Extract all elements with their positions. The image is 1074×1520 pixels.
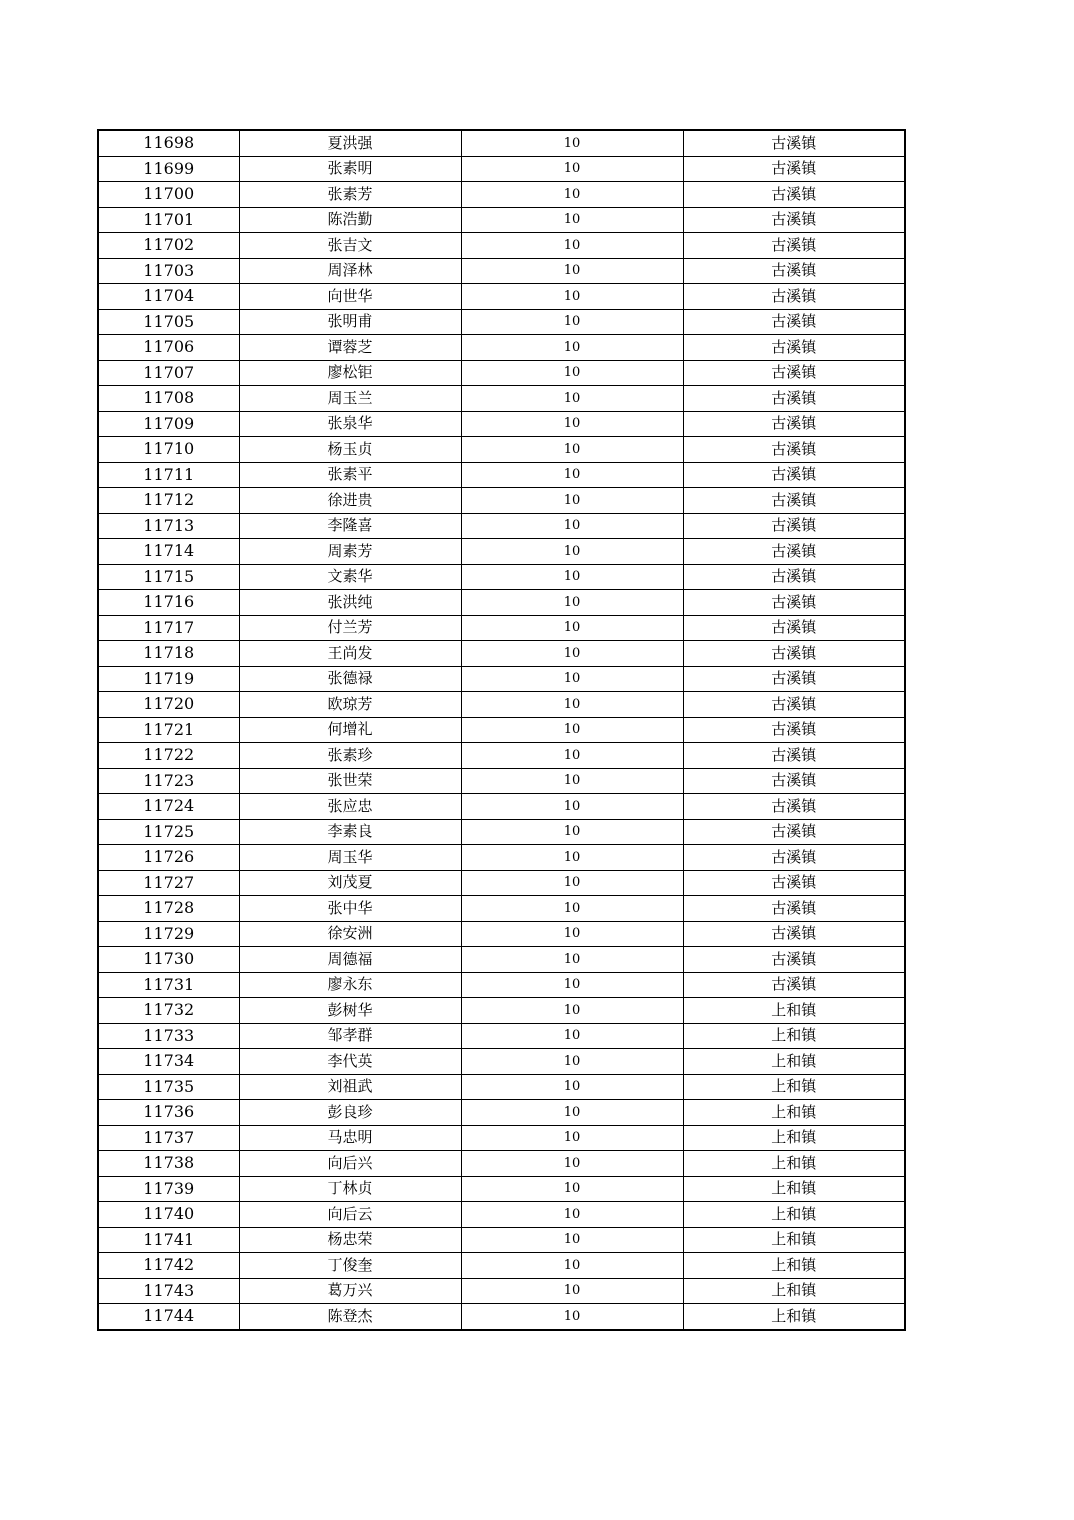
table-row xyxy=(98,947,905,973)
roster-table-body xyxy=(98,130,905,1330)
row-number-cell: 11727 xyxy=(98,870,239,896)
name-cell: 周德福 xyxy=(239,947,461,973)
amount-cell: 10 xyxy=(461,1100,683,1126)
amount-cell: 10 xyxy=(461,488,683,514)
table-row xyxy=(98,360,905,386)
name-cell: 丁林贞 xyxy=(239,1176,461,1202)
row-number-cell: 11744 xyxy=(98,1304,239,1330)
table-row xyxy=(98,437,905,463)
table-row xyxy=(98,233,905,259)
row-number-cell: 11715 xyxy=(98,564,239,590)
table-row xyxy=(98,1253,905,1279)
table-row xyxy=(98,309,905,335)
row-number-cell: 11702 xyxy=(98,233,239,259)
row-number-cell: 11708 xyxy=(98,386,239,412)
table-row xyxy=(98,284,905,310)
table-row xyxy=(98,666,905,692)
name-cell: 刘茂夏 xyxy=(239,870,461,896)
amount-cell: 10 xyxy=(461,1227,683,1253)
table-row xyxy=(98,130,905,156)
town-cell: 古溪镇 xyxy=(683,360,905,386)
row-number-cell: 11716 xyxy=(98,590,239,616)
table-row xyxy=(98,258,905,284)
town-cell: 古溪镇 xyxy=(683,284,905,310)
name-cell: 张素平 xyxy=(239,462,461,488)
amount-cell: 10 xyxy=(461,998,683,1024)
name-cell: 陈登杰 xyxy=(239,1304,461,1330)
row-number-cell: 11736 xyxy=(98,1100,239,1126)
town-cell: 古溪镇 xyxy=(683,437,905,463)
amount-cell: 10 xyxy=(461,156,683,182)
name-cell: 张中华 xyxy=(239,896,461,922)
town-cell: 古溪镇 xyxy=(683,335,905,361)
town-cell: 上和镇 xyxy=(683,1074,905,1100)
name-cell: 周素芳 xyxy=(239,539,461,565)
name-cell: 廖松钜 xyxy=(239,360,461,386)
table-row xyxy=(98,1278,905,1304)
name-cell: 张素芳 xyxy=(239,182,461,208)
name-cell: 葛万兴 xyxy=(239,1278,461,1304)
town-cell: 古溪镇 xyxy=(683,539,905,565)
table-row xyxy=(98,896,905,922)
row-number-cell: 11722 xyxy=(98,743,239,769)
row-number-cell: 11713 xyxy=(98,513,239,539)
table-row xyxy=(98,335,905,361)
amount-cell: 10 xyxy=(461,641,683,667)
row-number-cell: 11719 xyxy=(98,666,239,692)
row-number-cell: 11710 xyxy=(98,437,239,463)
town-cell: 上和镇 xyxy=(683,1202,905,1228)
amount-cell: 10 xyxy=(461,819,683,845)
row-number-cell: 11740 xyxy=(98,1202,239,1228)
row-number-cell: 11707 xyxy=(98,360,239,386)
town-cell: 古溪镇 xyxy=(683,411,905,437)
row-number-cell: 11737 xyxy=(98,1125,239,1151)
amount-cell: 10 xyxy=(461,794,683,820)
town-cell: 古溪镇 xyxy=(683,870,905,896)
name-cell: 张泉华 xyxy=(239,411,461,437)
row-number-cell: 11741 xyxy=(98,1227,239,1253)
table-row xyxy=(98,386,905,412)
table-row xyxy=(98,1151,905,1177)
row-number-cell: 11699 xyxy=(98,156,239,182)
table-row xyxy=(98,972,905,998)
name-cell: 邹孝群 xyxy=(239,1023,461,1049)
name-cell: 欧琼芳 xyxy=(239,692,461,718)
name-cell: 陈浩勤 xyxy=(239,207,461,233)
row-number-cell: 11735 xyxy=(98,1074,239,1100)
name-cell: 徐安洲 xyxy=(239,921,461,947)
name-cell: 李素良 xyxy=(239,819,461,845)
table-row xyxy=(98,819,905,845)
row-number-cell: 11720 xyxy=(98,692,239,718)
amount-cell: 10 xyxy=(461,386,683,412)
name-cell: 向后云 xyxy=(239,1202,461,1228)
town-cell: 古溪镇 xyxy=(683,309,905,335)
row-number-cell: 11721 xyxy=(98,717,239,743)
town-cell: 古溪镇 xyxy=(683,386,905,412)
town-cell: 古溪镇 xyxy=(683,130,905,156)
row-number-cell: 11700 xyxy=(98,182,239,208)
town-cell: 古溪镇 xyxy=(683,794,905,820)
amount-cell: 10 xyxy=(461,1176,683,1202)
town-cell: 古溪镇 xyxy=(683,666,905,692)
town-cell: 上和镇 xyxy=(683,1304,905,1330)
name-cell: 张明甫 xyxy=(239,309,461,335)
name-cell: 向世华 xyxy=(239,284,461,310)
table-row xyxy=(98,1100,905,1126)
amount-cell: 10 xyxy=(461,462,683,488)
table-row xyxy=(98,641,905,667)
name-cell: 彭树华 xyxy=(239,998,461,1024)
table-row xyxy=(98,870,905,896)
amount-cell: 10 xyxy=(461,207,683,233)
amount-cell: 10 xyxy=(461,182,683,208)
town-cell: 上和镇 xyxy=(683,1049,905,1075)
town-cell: 古溪镇 xyxy=(683,743,905,769)
name-cell: 李隆喜 xyxy=(239,513,461,539)
amount-cell: 10 xyxy=(461,1125,683,1151)
row-number-cell: 11717 xyxy=(98,615,239,641)
town-cell: 古溪镇 xyxy=(683,233,905,259)
amount-cell: 10 xyxy=(461,921,683,947)
town-cell: 古溪镇 xyxy=(683,488,905,514)
name-cell: 张吉文 xyxy=(239,233,461,259)
name-cell: 徐进贵 xyxy=(239,488,461,514)
table-row xyxy=(98,564,905,590)
row-number-cell: 11705 xyxy=(98,309,239,335)
row-number-cell: 11742 xyxy=(98,1253,239,1279)
amount-cell: 10 xyxy=(461,1074,683,1100)
name-cell: 文素华 xyxy=(239,564,461,590)
name-cell: 周玉兰 xyxy=(239,386,461,412)
town-cell: 古溪镇 xyxy=(683,156,905,182)
row-number-cell: 11733 xyxy=(98,1023,239,1049)
table-row xyxy=(98,539,905,565)
amount-cell: 10 xyxy=(461,411,683,437)
amount-cell: 10 xyxy=(461,692,683,718)
row-number-cell: 11706 xyxy=(98,335,239,361)
row-number-cell: 11728 xyxy=(98,896,239,922)
amount-cell: 10 xyxy=(461,717,683,743)
table-row xyxy=(98,1023,905,1049)
amount-cell: 10 xyxy=(461,768,683,794)
row-number-cell: 11712 xyxy=(98,488,239,514)
table-row xyxy=(98,1074,905,1100)
town-cell: 古溪镇 xyxy=(683,462,905,488)
town-cell: 上和镇 xyxy=(683,1278,905,1304)
name-cell: 周泽林 xyxy=(239,258,461,284)
amount-cell: 10 xyxy=(461,896,683,922)
row-number-cell: 11714 xyxy=(98,539,239,565)
table-row xyxy=(98,743,905,769)
row-number-cell: 11709 xyxy=(98,411,239,437)
row-number-cell: 11701 xyxy=(98,207,239,233)
name-cell: 张应忠 xyxy=(239,794,461,820)
town-cell: 古溪镇 xyxy=(683,513,905,539)
town-cell: 古溪镇 xyxy=(683,845,905,871)
amount-cell: 10 xyxy=(461,1304,683,1330)
town-cell: 古溪镇 xyxy=(683,896,905,922)
row-number-cell: 11711 xyxy=(98,462,239,488)
town-cell: 上和镇 xyxy=(683,1176,905,1202)
town-cell: 古溪镇 xyxy=(683,615,905,641)
table-row xyxy=(98,768,905,794)
amount-cell: 10 xyxy=(461,743,683,769)
town-cell: 古溪镇 xyxy=(683,564,905,590)
name-cell: 张洪纯 xyxy=(239,590,461,616)
table-row xyxy=(98,1227,905,1253)
row-number-cell: 11725 xyxy=(98,819,239,845)
amount-cell: 10 xyxy=(461,1151,683,1177)
town-cell: 上和镇 xyxy=(683,1151,905,1177)
amount-cell: 10 xyxy=(461,590,683,616)
amount-cell: 10 xyxy=(461,972,683,998)
amount-cell: 10 xyxy=(461,284,683,310)
amount-cell: 10 xyxy=(461,1202,683,1228)
town-cell: 古溪镇 xyxy=(683,768,905,794)
row-number-cell: 11729 xyxy=(98,921,239,947)
row-number-cell: 11724 xyxy=(98,794,239,820)
name-cell: 谭蓉芝 xyxy=(239,335,461,361)
table-row xyxy=(98,692,905,718)
amount-cell: 10 xyxy=(461,870,683,896)
table-row xyxy=(98,615,905,641)
table-row xyxy=(98,1049,905,1075)
town-cell: 上和镇 xyxy=(683,1125,905,1151)
table-row xyxy=(98,1304,905,1330)
town-cell: 古溪镇 xyxy=(683,692,905,718)
row-number-cell: 11726 xyxy=(98,845,239,871)
amount-cell: 10 xyxy=(461,539,683,565)
town-cell: 古溪镇 xyxy=(683,819,905,845)
table-row xyxy=(98,794,905,820)
table-row xyxy=(98,590,905,616)
table-row xyxy=(98,921,905,947)
table-row xyxy=(98,998,905,1024)
town-cell: 古溪镇 xyxy=(683,947,905,973)
table-row xyxy=(98,207,905,233)
amount-cell: 10 xyxy=(461,564,683,590)
name-cell: 张德禄 xyxy=(239,666,461,692)
table-row xyxy=(98,462,905,488)
town-cell: 上和镇 xyxy=(683,1253,905,1279)
name-cell: 马忠明 xyxy=(239,1125,461,1151)
row-number-cell: 11718 xyxy=(98,641,239,667)
town-cell: 古溪镇 xyxy=(683,641,905,667)
name-cell: 刘祖武 xyxy=(239,1074,461,1100)
table-row xyxy=(98,1125,905,1151)
row-number-cell: 11731 xyxy=(98,972,239,998)
name-cell: 廖永东 xyxy=(239,972,461,998)
amount-cell: 10 xyxy=(461,233,683,259)
amount-cell: 10 xyxy=(461,615,683,641)
amount-cell: 10 xyxy=(461,947,683,973)
table-row xyxy=(98,182,905,208)
town-cell: 上和镇 xyxy=(683,1023,905,1049)
name-cell: 向后兴 xyxy=(239,1151,461,1177)
name-cell: 丁俊奎 xyxy=(239,1253,461,1279)
table-row xyxy=(98,1202,905,1228)
amount-cell: 10 xyxy=(461,258,683,284)
town-cell: 古溪镇 xyxy=(683,590,905,616)
town-cell: 古溪镇 xyxy=(683,921,905,947)
name-cell: 杨忠荣 xyxy=(239,1227,461,1253)
town-cell: 古溪镇 xyxy=(683,207,905,233)
table-row xyxy=(98,845,905,871)
name-cell: 杨玉贞 xyxy=(239,437,461,463)
amount-cell: 10 xyxy=(461,1049,683,1075)
table-row xyxy=(98,717,905,743)
town-cell: 上和镇 xyxy=(683,1227,905,1253)
row-number-cell: 11730 xyxy=(98,947,239,973)
row-number-cell: 11698 xyxy=(98,130,239,156)
town-cell: 上和镇 xyxy=(683,998,905,1024)
amount-cell: 10 xyxy=(461,513,683,539)
name-cell: 张世荣 xyxy=(239,768,461,794)
name-cell: 彭良珍 xyxy=(239,1100,461,1126)
town-cell: 古溪镇 xyxy=(683,972,905,998)
amount-cell: 10 xyxy=(461,130,683,156)
name-cell: 张素珍 xyxy=(239,743,461,769)
table-row xyxy=(98,513,905,539)
amount-cell: 10 xyxy=(461,845,683,871)
amount-cell: 10 xyxy=(461,309,683,335)
name-cell: 付兰芳 xyxy=(239,615,461,641)
name-cell: 张素明 xyxy=(239,156,461,182)
table-row xyxy=(98,488,905,514)
amount-cell: 10 xyxy=(461,1278,683,1304)
town-cell: 古溪镇 xyxy=(683,182,905,208)
roster-table xyxy=(97,129,906,1331)
table-row xyxy=(98,156,905,182)
amount-cell: 10 xyxy=(461,1253,683,1279)
name-cell: 李代英 xyxy=(239,1049,461,1075)
row-number-cell: 11732 xyxy=(98,998,239,1024)
town-cell: 古溪镇 xyxy=(683,258,905,284)
row-number-cell: 11704 xyxy=(98,284,239,310)
name-cell: 何增礼 xyxy=(239,717,461,743)
amount-cell: 10 xyxy=(461,1023,683,1049)
row-number-cell: 11734 xyxy=(98,1049,239,1075)
amount-cell: 10 xyxy=(461,666,683,692)
name-cell: 王尚发 xyxy=(239,641,461,667)
row-number-cell: 11743 xyxy=(98,1278,239,1304)
name-cell: 夏洪强 xyxy=(239,130,461,156)
table-row xyxy=(98,411,905,437)
row-number-cell: 11703 xyxy=(98,258,239,284)
amount-cell: 10 xyxy=(461,335,683,361)
row-number-cell: 11723 xyxy=(98,768,239,794)
table-row xyxy=(98,1176,905,1202)
amount-cell: 10 xyxy=(461,360,683,386)
row-number-cell: 11739 xyxy=(98,1176,239,1202)
town-cell: 古溪镇 xyxy=(683,717,905,743)
town-cell: 上和镇 xyxy=(683,1100,905,1126)
row-number-cell: 11738 xyxy=(98,1151,239,1177)
name-cell: 周玉华 xyxy=(239,845,461,871)
amount-cell: 10 xyxy=(461,437,683,463)
